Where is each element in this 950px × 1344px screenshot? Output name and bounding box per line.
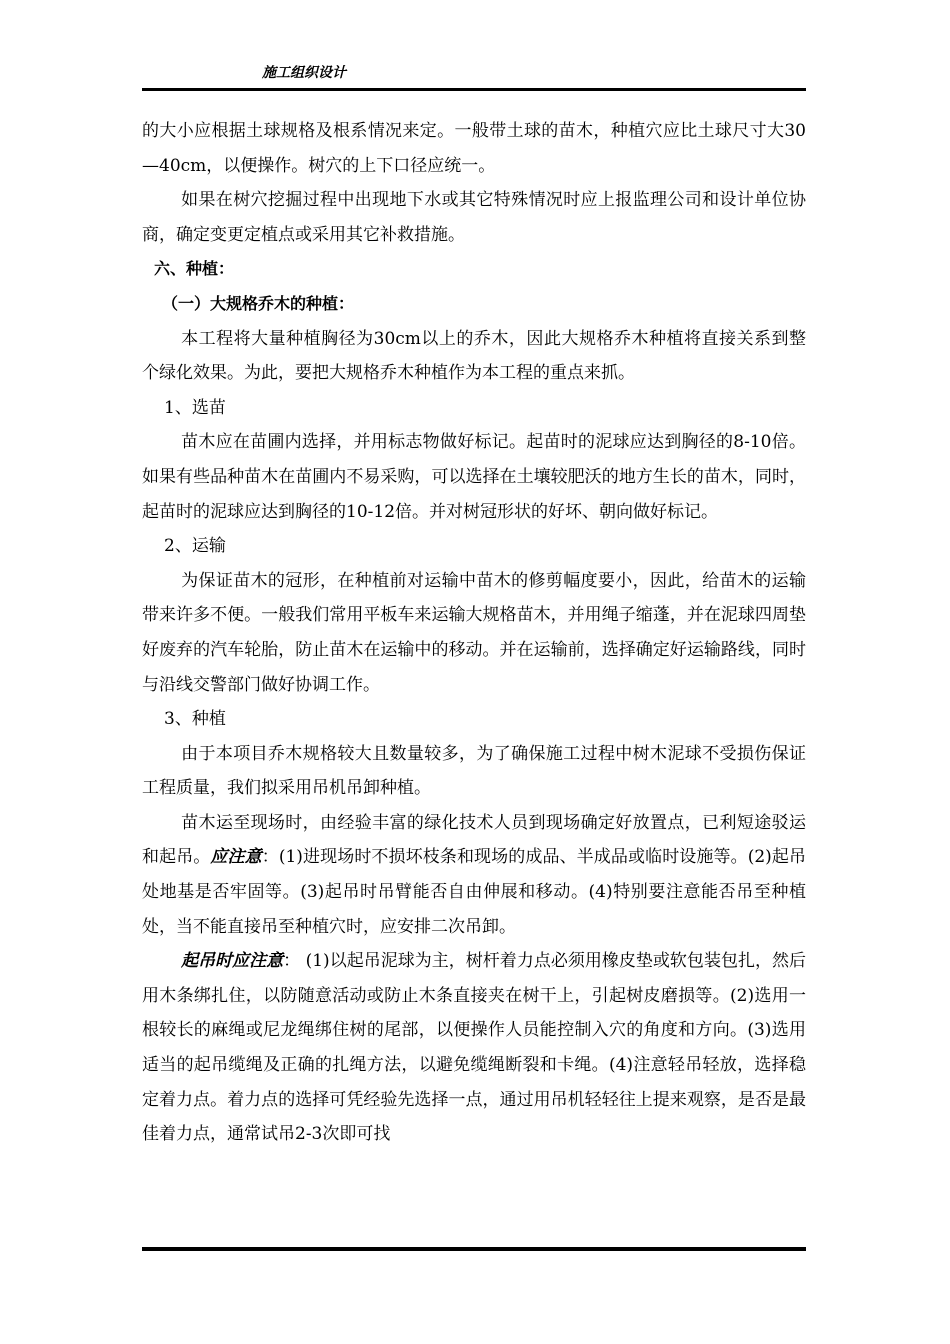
section-heading-planting: 六、种植：	[154, 259, 235, 279]
footer-divider	[142, 1247, 806, 1251]
paragraph-pit-size: 的大小应根据土球规格及根系情况来定。一般带土球的苗木，种植穴应比土球尺寸大30—40cm，以便操作。树穴的上下口径应统一。	[142, 121, 806, 176]
subsection-heading-large-trees: （一）大规格乔木的种植：	[162, 293, 355, 313]
page-header-title: 施工组织设计	[262, 65, 346, 81]
header-divider	[142, 88, 806, 91]
paragraph-groundwater: 如果在树穴挖掘过程中出现地下水或其它特殊情况时应上报监理公司和设计单位协商，确定变更定植点或采用其它补救措施。	[142, 190, 806, 245]
paragraph-site-arrival	[142, 806, 806, 944]
lifting-notes-text: ： (1)以起吊泥球为主，树杆着力点必须用橡皮垫或软包装包扎，然后用木条绑扎住，以防随意活动或防止木条直接夹在树干上，引起树皮磨损等。(2)选用一根较长的麻绳或尼龙绳绑住树的尾部，以便操作人员能控制入穴的角度和方向。(3)选用适当的起吊缆绳及正确的扎绳方法，以避免缆绳断裂和卡绳。(4)注意轻吊轻放，选择稳定着力点。着力点的选择可凭经验先选择一点，通过用吊机轻轻往上提来观察，是否是最佳着力点，通常试吊2-3次即可找	[142, 951, 807, 1145]
site-arrival-notes: ：(1)进现场时不损坏枝条和现场的成品、半成品或临时设施等。(2)起吊处地基是否牢固等。(3)起吊时吊臂能否自由伸展和移动。(4)特别要注意能否吊至种植处，当不能直接吊至种植穴时，应安排二次吊卸。	[142, 847, 806, 937]
paragraph-selection: 苗木应在苗圃内选择，并用标志物做好标记。起苗时的泥球应达到胸径的8-10倍。如果有些品种苗木在苗圃内不易采购，可以选择在土壤较肥沃的地方生长的苗木，同时，起苗时的泥球应达到胸径的10-12倍。并对树冠形状的好坏、朝向做好标记。	[142, 432, 806, 522]
attention-label: 应注意	[210, 847, 262, 868]
item-heading-transport: 2、运输	[164, 536, 226, 557]
document-body	[142, 114, 806, 1152]
lifting-attention-label: 起吊时应注意	[181, 951, 284, 972]
site-arrival-text: 苗木运至现场时，由经验丰富的绿化技术人员到现场确定好放置点，已利短途驳运和起吊。	[142, 812, 806, 868]
paragraph-lifting-notes	[142, 944, 806, 1152]
paragraph-crane-planting: 由于本项目乔木规格较大且数量较多，为了确保施工过程中树木泥球不受损伤保证工程质量，我们拟采用吊机吊卸种植。	[142, 743, 806, 799]
paragraph-large-tree-intro: 本工程将大量种植胸径为30cm以上的乔木，因此大规格乔木种植将直接关系到整个绿化效果。为此，要把大规格乔木种植作为本工程的重点来抓。	[142, 328, 806, 384]
paragraph-transport: 为保证苗木的冠形，在种植前对运输中苗木的修剪幅度要小，因此，给苗木的运输带来许多不便。一般我们常用平板车来运输大规格苗木，并用绳子缩蓬，并在泥球四周垫好废弃的汽车轮胎，防止苗木在运输中的移动。并在运输前，选择确定好运输路线，同时与沿线交警部门做好协调工作。	[142, 570, 806, 695]
item-heading-selection: 1、选苗	[164, 397, 226, 418]
item-heading-planting: 3、种植	[164, 709, 226, 730]
